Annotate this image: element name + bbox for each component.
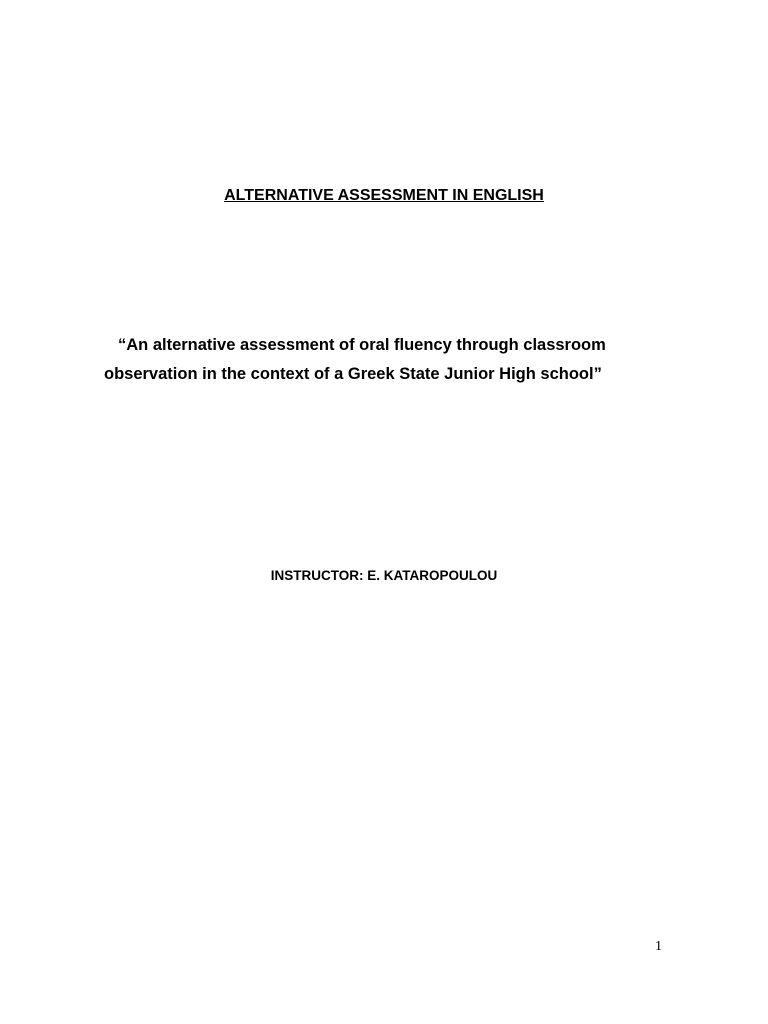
subtitle-line-1: “An alternative assessment of oral fluency through classroom [118,336,606,354]
document-title: ALTERNATIVE ASSESSMENT IN ENGLISH [224,187,544,204]
instructor-name: INSTRUCTOR: E. KATAROPOULOU [270,568,498,583]
subtitle-line-2: observation in the context of a Greek State Junior High school” [104,365,602,383]
page-number: 1 [655,939,662,954]
document-subtitle [104,331,684,389]
